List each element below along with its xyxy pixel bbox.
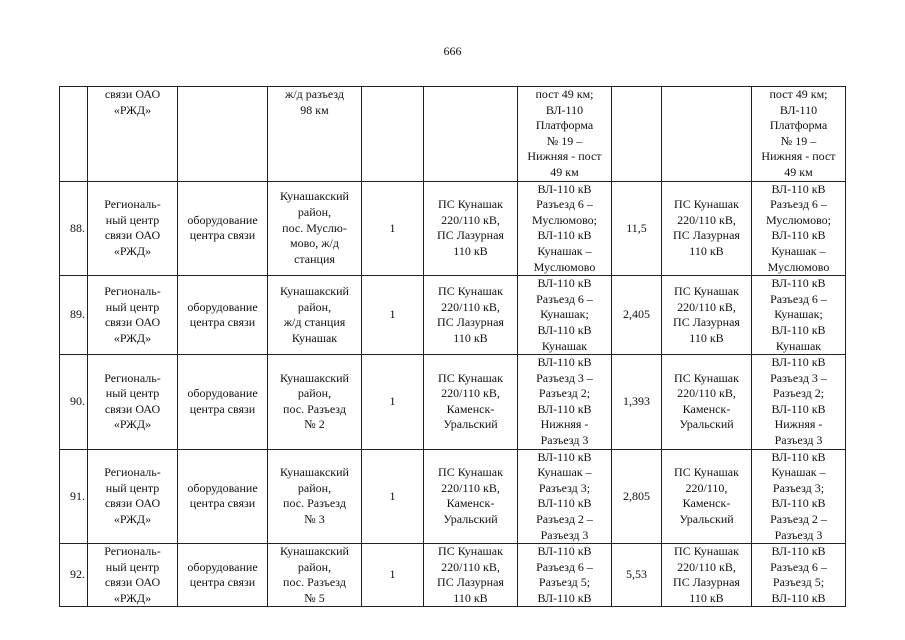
length-cell: 5,53: [612, 544, 662, 607]
quantity-cell: 1: [362, 276, 424, 355]
power-line-cell: ВЛ-110 кВ Разъезд 6 – Муслюмово; ВЛ-110 кВ Кунашак – Муслюмово: [518, 181, 612, 276]
location-cell: Кунашакский район, пос. Разъезд № 2: [268, 355, 362, 450]
table-row: [60, 181, 846, 276]
row-number-cell: 92.: [60, 544, 88, 607]
object-cell: [178, 87, 268, 182]
location-cell: Кунашакский район, пос. Муслю- мово, ж/д станция: [268, 181, 362, 276]
table-row: [60, 276, 846, 355]
organization-cell: Региональ- ный центр связи ОАО «РЖД»: [88, 181, 178, 276]
object-cell: оборудование центра связи: [178, 181, 268, 276]
row-number-cell: 88.: [60, 181, 88, 276]
row-number-cell: 90.: [60, 355, 88, 450]
object-cell: оборудование центра связи: [178, 449, 268, 544]
length-cell: 11,5: [612, 181, 662, 276]
object-cell: оборудование центра связи: [178, 544, 268, 607]
quantity-cell: 1: [362, 181, 424, 276]
location-cell: ж/д разъезд 98 км: [268, 87, 362, 182]
power-source-cell: ПС Кунашак 220/110 кВ, ПС Лазурная 110 кВ: [424, 276, 518, 355]
row-number-cell: 91.: [60, 449, 88, 544]
power-source-2-cell: ПС Кунашак 220/110 кВ, ПС Лазурная 110 кВ: [662, 544, 752, 607]
power-line-2-cell: ВЛ-110 кВ Разъезд 6 – Кунашак; ВЛ-110 кВ Кунашак: [752, 276, 846, 355]
power-source-2-cell: ПС Кунашак 220/110 кВ, ПС Лазурная 110 кВ: [662, 276, 752, 355]
power-line-cell: ВЛ-110 кВ Разъезд 6 – Кунашак; ВЛ-110 кВ Кунашак: [518, 276, 612, 355]
power-source-cell: ПС Кунашак 220/110 кВ, Каменск- Уральский: [424, 355, 518, 450]
location-cell: Кунашакский район, пос. Разъезд № 5: [268, 544, 362, 607]
object-cell: оборудование центра связи: [178, 355, 268, 450]
quantity-cell: [362, 87, 424, 182]
power-source-2-cell: ПС Кунашак 220/110 кВ, Каменск- Уральский: [662, 355, 752, 450]
page-number: 666: [443, 44, 462, 58]
power-source-cell: [424, 87, 518, 182]
power-line-2-cell: ВЛ-110 кВ Разъезд 3 – Разъезд 2; ВЛ-110 кВ Нижняя - Разъезд 3: [752, 355, 846, 450]
location-cell: Кунашакский район, ж/д станция Кунашак: [268, 276, 362, 355]
length-cell: 2,805: [612, 449, 662, 544]
power-line-cell: пост 49 км; ВЛ-110 Платформа № 19 – Нижняя - пост 49 км: [518, 87, 612, 182]
power-line-cell: ВЛ-110 кВ Кунашак – Разъезд 3; ВЛ-110 кВ Разъезд 2 – Разъезд 3: [518, 449, 612, 544]
power-source-cell: ПС Кунашак 220/110 кВ, Каменск- Уральский: [424, 449, 518, 544]
power-line-cell: ВЛ-110 кВ Разъезд 3 – Разъезд 2; ВЛ-110 кВ Нижняя - Разъезд 3: [518, 355, 612, 450]
quantity-cell: 1: [362, 449, 424, 544]
power-line-2-cell: пост 49 км; ВЛ-110 Платформа № 19 – Нижняя - пост 49 км: [752, 87, 846, 182]
table-row: [60, 449, 846, 544]
table-row: [60, 544, 846, 607]
table-row: [60, 355, 846, 450]
organization-cell: Региональ- ный центр связи ОАО «РЖД»: [88, 355, 178, 450]
power-source-2-cell: [662, 87, 752, 182]
organization-cell: Региональ- ный центр связи ОАО «РЖД»: [88, 449, 178, 544]
power-source-cell: ПС Кунашак 220/110 кВ, ПС Лазурная 110 кВ: [424, 181, 518, 276]
organization-cell: Региональ- ный центр связи ОАО «РЖД»: [88, 276, 178, 355]
data-table: [59, 86, 846, 607]
quantity-cell: 1: [362, 355, 424, 450]
object-cell: оборудование центра связи: [178, 276, 268, 355]
power-source-2-cell: ПС Кунашак 220/110, Каменск- Уральский: [662, 449, 752, 544]
quantity-cell: 1: [362, 544, 424, 607]
length-cell: [612, 87, 662, 182]
organization-cell: Региональ- ный центр связи ОАО «РЖД»: [88, 544, 178, 607]
organization-cell: связи ОАО «РЖД»: [88, 87, 178, 182]
power-source-2-cell: ПС Кунашак 220/110 кВ, ПС Лазурная 110 кВ: [662, 181, 752, 276]
table-row: [60, 87, 846, 182]
length-cell: 2,405: [612, 276, 662, 355]
location-cell: Кунашакский район, пос. Разъезд № 3: [268, 449, 362, 544]
power-line-2-cell: ВЛ-110 кВ Разъезд 6 – Разъезд 5; ВЛ-110 кВ: [752, 544, 846, 607]
power-source-cell: ПС Кунашак 220/110 кВ, ПС Лазурная 110 кВ: [424, 544, 518, 607]
row-number-cell: 89.: [60, 276, 88, 355]
power-line-cell: ВЛ-110 кВ Разъезд 6 – Разъезд 5; ВЛ-110 кВ: [518, 544, 612, 607]
row-number-cell: [60, 87, 88, 182]
length-cell: 1,393: [612, 355, 662, 450]
power-line-2-cell: ВЛ-110 кВ Разъезд 6 – Муслюмово; ВЛ-110 кВ Кунашак – Муслюмово: [752, 181, 846, 276]
power-line-2-cell: ВЛ-110 кВ Кунашак – Разъезд 3; ВЛ-110 кВ Разъезд 2 – Разъезд 3: [752, 449, 846, 544]
